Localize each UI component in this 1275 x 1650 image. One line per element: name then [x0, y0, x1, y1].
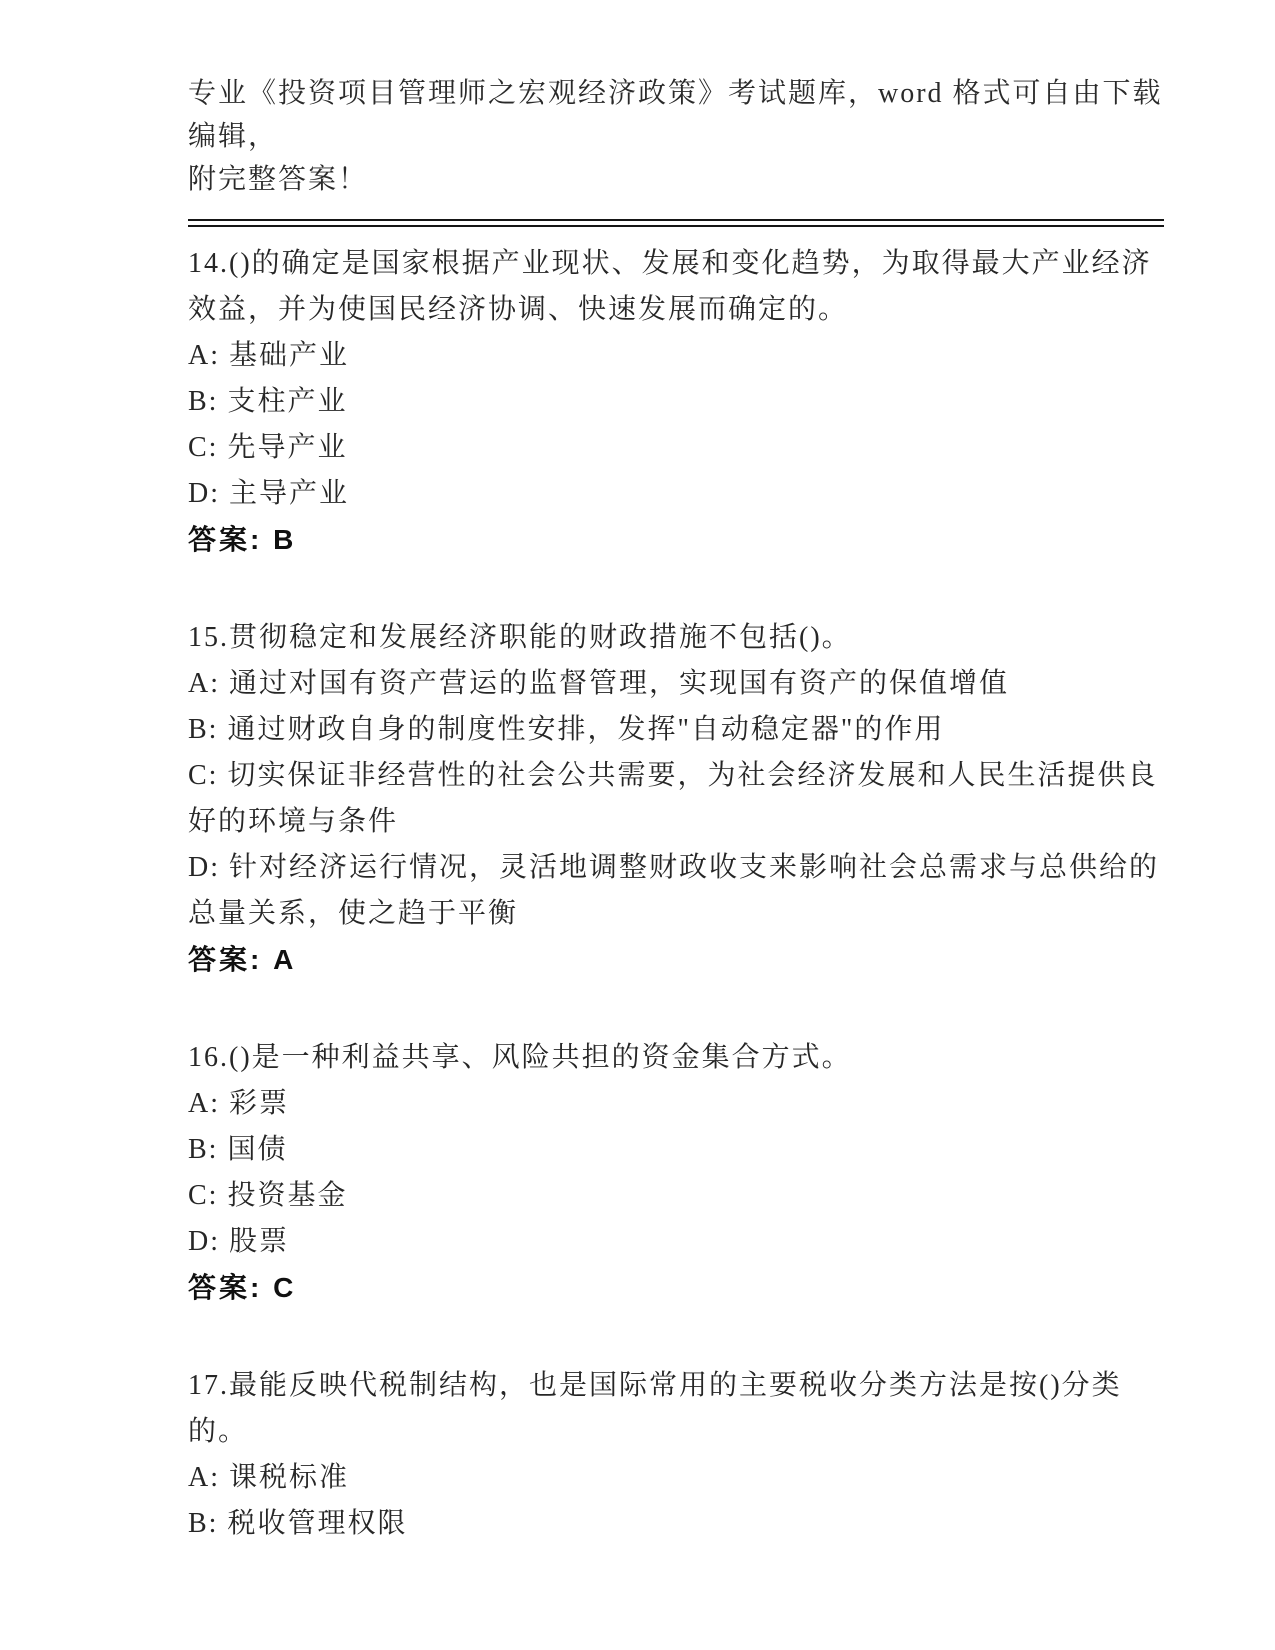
question-15 [188, 615, 1164, 983]
header-divider-double-rule [188, 219, 1164, 227]
question-17-option-a: A: 课税标准 [188, 1462, 350, 1493]
header-line-2: 附完整答案！ [188, 164, 369, 195]
question-14-option-a: A: 基础产业 [188, 340, 350, 371]
question-16-answer: 答案: C [188, 1272, 297, 1303]
question-15-text: 15.贯彻稳定和发展经济职能的财政措施不包括()。 [188, 622, 852, 653]
question-list [188, 241, 1164, 1547]
question-17-text: 17.最能反映代税制结构，也是国际常用的主要税收分类方法是按()分类的。 [188, 1370, 1122, 1447]
question-17-option-b: B: 税收管理权限 [188, 1508, 408, 1539]
exam-header [188, 72, 1164, 201]
question-15-option-c: C: 切实保证非经营性的社会公共需要，为社会经济发展和人民生活提供良好的环境与条件 [188, 760, 1158, 837]
question-16-text: 16.()是一种利益共享、风险共担的资金集合方式。 [188, 1042, 852, 1073]
question-16-option-c: C: 投资基金 [188, 1180, 348, 1211]
question-17 [188, 1363, 1164, 1547]
question-14-option-b: B: 支柱产业 [188, 386, 348, 417]
question-15-option-b: B: 通过财政自身的制度性安排，发挥"自动稳定器"的作用 [188, 714, 945, 745]
question-15-option-a: A: 通过对国有资产营运的监督管理，实现国有资产的保值增值 [188, 668, 1010, 699]
page-content [188, 72, 1164, 1599]
question-14-text: 14.()的确定是国家根据产业现状、发展和变化趋势，为取得最大产业经济效益，并为使国民经济协调、快速发展而确定的。 [188, 248, 1152, 325]
header-line-1: 专业《投资项目管理师之宏观经济政策》考试题库，word 格式可自由下载编辑， [188, 78, 1163, 152]
question-16-option-d: D: 股票 [188, 1226, 290, 1257]
question-14-option-d: D: 主导产业 [188, 478, 350, 509]
question-14-option-c: C: 先导产业 [188, 432, 348, 463]
question-14-answer: 答案: B [188, 524, 297, 555]
question-15-option-d: D: 针对经济运行情况，灵活地调整财政收支来影响社会总需求与总供给的总量关系，使之趋于平衡 [188, 852, 1160, 929]
question-16 [188, 1035, 1164, 1311]
question-16-option-a: A: 彩票 [188, 1088, 290, 1119]
question-14 [188, 241, 1164, 563]
question-15-answer: 答案: A [188, 944, 297, 975]
question-16-option-b: B: 国债 [188, 1134, 288, 1165]
